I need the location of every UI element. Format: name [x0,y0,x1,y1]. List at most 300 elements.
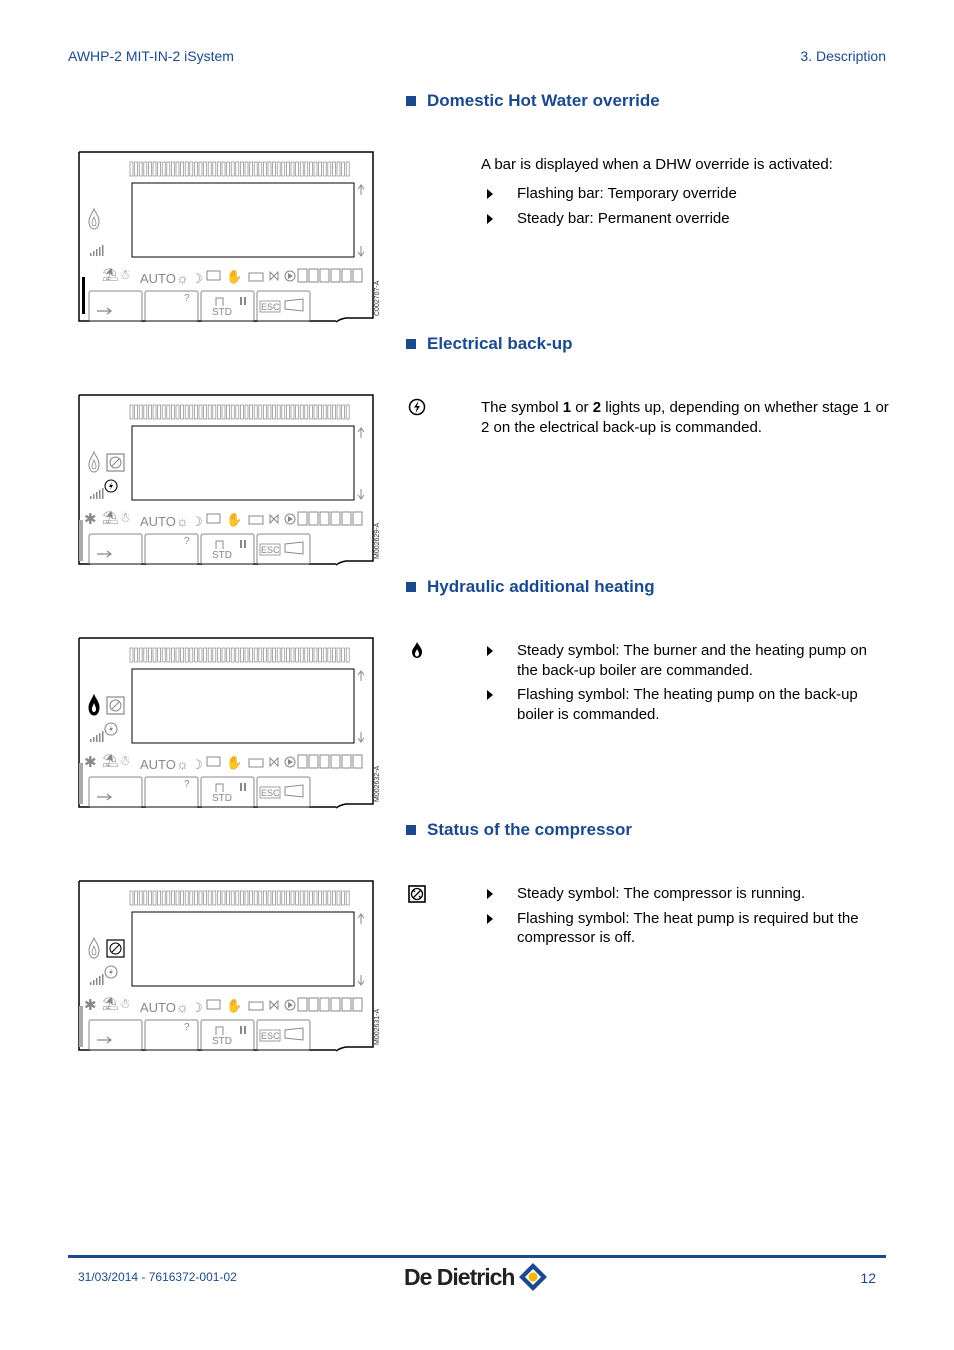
time-bar-segment [181,648,184,662]
time-bar-segment [273,405,276,419]
time-bar-segment [300,648,303,662]
time-bar-segment [190,648,193,662]
digit-segment [342,512,351,525]
auto-label: AUTO [140,514,176,529]
display-panel-dhw [78,151,381,322]
time-bar-segment [158,162,161,176]
digit-segment [353,269,362,282]
help-label: ? [184,293,190,304]
esc-label: ESC [261,1031,280,1041]
time-bar-segment [227,405,230,419]
time-bar-segment [300,162,303,176]
time-bar-segment [167,162,170,176]
arrow-down-icon [358,489,364,499]
snowflake-icon: ✱ [84,754,97,771]
bullet-square [406,96,416,106]
time-bar-segment [199,648,202,662]
time-bar-segment [328,405,331,419]
digit-segment [353,755,362,768]
sun-icon: ☼ [176,513,189,529]
signal-level-icon [90,245,104,256]
valve-icon [270,1001,278,1009]
time-bar-segment [217,891,220,905]
key-button-2 [145,777,198,807]
time-bar-segment [337,162,340,176]
time-bar-segment [185,648,188,662]
dhw-bullets [484,184,884,233]
auto-label: AUTO [140,271,176,286]
dhw-override-bar [79,763,83,804]
time-bar-segment [231,648,234,662]
time-bar-segment [135,891,138,905]
arrow-right-icon [487,690,493,700]
time-bar [130,162,349,176]
reset-icon [216,541,223,549]
time-bar-segment [199,891,202,905]
time-bar-segment [323,405,326,419]
time-bar-segment [342,405,345,419]
digit-segment [309,269,318,282]
hydraulic-bullets [484,641,884,729]
time-bar-segment [240,405,243,419]
time-bar-segment [153,162,156,176]
key-button-2 [145,291,198,321]
arrow-right-icon [487,914,493,924]
dhw-intro: A bar is displayed when a DHW override is activated: [481,156,833,173]
time-bar-segment [236,405,239,419]
digit-segment [320,512,329,525]
time-bar-segment [277,405,280,419]
time-bar-segment [309,405,312,419]
time-bar-segment [171,891,174,905]
time-bar-segment [263,405,266,419]
horn-icon [285,785,303,797]
time-bar-segment [167,405,170,419]
arrow-right-icon [97,794,111,800]
programme-icon [207,1000,220,1009]
list-item: Steady symbol: The burner and the heating pump on the back-up boiler are commanded. [484,641,884,680]
figure-code: C002707-A [374,280,381,316]
time-bar-segment [305,648,308,662]
time-bar-segment [158,891,161,905]
reset-icon [216,298,223,306]
section-title-compressor: Status of the compressor [406,820,632,840]
time-bar-segment [158,648,161,662]
time-bar-segment [240,891,243,905]
time-bar-segment [217,405,220,419]
brand-logo [404,1262,548,1292]
digit-segment [298,269,307,282]
digit-segment [353,998,362,1011]
time-bar-segment [259,162,262,176]
time-bar-segment [286,648,289,662]
time-bar-segment [259,648,262,662]
time-bar-segment [277,162,280,176]
time-bar-segment [222,405,225,419]
reset-icon [216,784,223,792]
sun-icon: ☼ [176,999,189,1015]
time-bar-segment [314,162,317,176]
std-label: STD [212,307,232,318]
electrical-text: The symbol 1 or 2 lights up, depending on whether stage 1 or 2 on the electrical back-up is commanded. [481,399,889,436]
time-bar-segment [135,648,138,662]
section-title-electrical: Electrical back-up [406,334,573,354]
heating-icon [249,759,263,767]
time-bar-segment [346,405,349,419]
digit-segment [320,998,329,1011]
time-bar-segment [337,405,340,419]
time-bar-segment [204,405,207,419]
holiday-icon: ⛱ [102,267,119,282]
moon-icon: ☽ [191,514,203,529]
time-bar-segment [144,162,147,176]
time-bar-segment [342,162,345,176]
horn-icon [285,542,303,554]
display-panel-electrical [78,394,381,565]
time-bar-segment [181,891,184,905]
signal-level-icon [90,488,104,499]
time-bar-segment [199,162,202,176]
list-item: Steady bar: Permanent override [484,209,884,229]
time-bar-segment [181,162,184,176]
time-bar-segment [300,405,303,419]
time-bar-segment [227,162,230,176]
logo-diamond-icon [518,1262,548,1292]
time-bar-segment [222,891,225,905]
time-bar-segment [282,891,285,905]
panel-frame [79,638,373,808]
time-bar-segment [319,891,322,905]
time-bar-segment [208,648,211,662]
programme-icon [207,757,220,766]
time-bar-segment [245,162,248,176]
holiday-icon: ⛱ [102,510,119,525]
time-bar-segment [171,648,174,662]
time-bar-segment [148,162,151,176]
manual-icon: ✋ [226,755,243,770]
time-bar-segment [231,162,234,176]
time-bar-segment [346,891,349,905]
time-bar-segment [254,648,257,662]
time-bar-segment [309,648,312,662]
time-bar-segment [259,891,262,905]
time-bar-segment [319,162,322,176]
time-bar-segment [254,405,257,419]
time-bar-segment [305,405,308,419]
arrow-up-icon [358,428,364,438]
antifrost-icon: ☃ [119,996,131,1011]
figure-code: M002629-A [374,522,381,559]
time-bar [130,891,349,905]
list-item: Flashing bar: Temporary override [484,184,884,204]
digit-segment [331,269,340,282]
time-bar-segment [144,891,147,905]
time-bar-segment [176,891,179,905]
time-bar-segment [167,891,170,905]
flame-icon [89,695,99,715]
arrow-right-icon [487,214,493,224]
digit-segment [331,755,340,768]
time-bar-segment [135,405,138,419]
arrow-up-icon [358,914,364,924]
key-button-1 [89,1020,142,1050]
time-bar-segment [273,648,276,662]
digit-segment [309,998,318,1011]
time-bar-segment [282,648,285,662]
time-bar-segment [273,162,276,176]
arrow-right-icon [97,308,111,314]
time-bar-segment [263,891,266,905]
time-bar-segment [250,162,253,176]
time-bar-segment [213,891,216,905]
section-title-hydraulic: Hydraulic additional heating [406,577,655,597]
time-bar-segment [222,162,225,176]
time-bar-segment [176,405,179,419]
time-bar [130,405,349,419]
time-bar-segment [236,648,239,662]
time-bar-segment [319,648,322,662]
time-bar-segment [208,405,211,419]
valve-icon [270,272,278,280]
sun-icon: ☼ [176,270,189,286]
sun-icon: ☼ [176,756,189,772]
time-bar-segment [314,405,317,419]
programme-icon [207,271,220,280]
time-bar-segment [130,405,133,419]
esc-label: ESC [261,545,280,555]
arrow-up-icon [358,185,364,195]
compressor-icon [107,697,124,714]
time-bar-segment [342,891,345,905]
time-bar-segment [268,405,271,419]
brand-name: De Dietrich [404,1263,515,1290]
time-bar-segment [167,648,170,662]
esc-label: ESC [261,302,280,312]
digit-segment [298,755,307,768]
time-bar-segment [227,891,230,905]
time-bar-segment [236,891,239,905]
time-bar-segment [286,891,289,905]
time-bar-segment [194,891,197,905]
panel-frame [79,881,373,1051]
time-bar-segment [332,162,335,176]
time-bar-segment [240,162,243,176]
key-button-2 [145,534,198,564]
time-bar-segment [204,648,207,662]
manual-icon: ✋ [226,269,243,284]
lcd-window [132,669,354,743]
panel-frame [79,395,373,565]
header-product: AWHP-2 MIT-IN-2 iSystem [68,48,234,64]
time-bar-segment [323,891,326,905]
time-bar-segment [305,162,308,176]
digit-segment [298,512,307,525]
key-button-1 [89,291,142,321]
time-bar-segment [332,405,335,419]
key-button-1 [89,534,142,564]
flame-icon [89,209,99,229]
heating-icon [249,1002,263,1010]
time-bar-segment [337,648,340,662]
time-bar-segment [162,891,165,905]
time-bar-segment [277,891,280,905]
digit-segment [331,512,340,525]
snowflake-icon: ✱ [84,997,97,1014]
time-bar-segment [323,162,326,176]
digit-segment [331,998,340,1011]
auto-label: AUTO [140,757,176,772]
arrow-right-icon [97,1037,111,1043]
time-bar-segment [259,405,262,419]
lcd-window [132,426,354,500]
time-bar-segment [309,891,312,905]
time-bar-segment [144,405,147,419]
std-label: STD [212,1036,232,1047]
time-bar-segment [231,405,234,419]
time-bar-segment [153,648,156,662]
time-bar-segment [268,648,271,662]
time-bar-segment [245,648,248,662]
moon-icon: ☽ [191,757,203,772]
time-bar-segment [158,405,161,419]
time-bar-segment [296,405,299,419]
time-bar-segment [314,891,317,905]
arrow-right-icon [97,551,111,557]
time-bar-segment [346,648,349,662]
time-bar-segment [204,162,207,176]
section-title-dhw: Domestic Hot Water override [406,91,660,111]
time-bar-segment [291,648,294,662]
time-bar-segment [130,648,133,662]
bullet-square [406,825,416,835]
time-bar-segment [231,891,234,905]
time-bar-segment [213,162,216,176]
page-number: 12 [860,1270,876,1286]
time-bar-segment [273,891,276,905]
footer-date-ref: 31/03/2014 - 7616372-001-02 [78,1270,237,1284]
time-bar-segment [171,162,174,176]
time-bar-segment [181,405,184,419]
time-bar-segment [227,648,230,662]
time-bar-segment [144,648,147,662]
dhw-override-bar [79,520,83,561]
programme-icon [207,514,220,523]
key-button-1 [89,777,142,807]
snowflake-icon: ✱ [84,511,97,528]
time-bar-segment [245,405,248,419]
time-bar-segment [268,891,271,905]
list-item: Flashing symbol: The heating pump on the back-up boiler is commanded. [484,685,884,724]
antifrost-icon: ☃ [119,267,131,282]
help-label: ? [184,536,190,547]
time-bar-segment [328,162,331,176]
arrow-right-icon [487,646,493,656]
time-bar-segment [240,648,243,662]
time-bar-segment [296,162,299,176]
time-bar-segment [291,162,294,176]
time-bar-segment [323,648,326,662]
time-bar-segment [139,162,142,176]
heating-icon [249,516,263,524]
bullet-square [406,339,416,349]
display-panel-compressor [78,880,381,1051]
time-bar-segment [153,405,156,419]
time-bar-segment [332,891,335,905]
bullet-square [406,582,416,592]
help-label: ? [184,1022,190,1033]
time-bar-segment [208,891,211,905]
digit-segment [309,755,318,768]
time-bar-segment [337,891,340,905]
time-bar-segment [236,162,239,176]
time-bar-segment [213,648,216,662]
holiday-icon: ⛱ [102,996,119,1011]
time-bar-segment [190,405,193,419]
digit-segment [320,755,329,768]
time-bar-segment [346,162,349,176]
horn-icon [285,1028,303,1040]
signal-level-icon [90,974,104,985]
manual-icon: ✋ [226,998,243,1013]
auto-label: AUTO [140,1000,176,1015]
time-bar-segment [286,162,289,176]
moon-icon: ☽ [191,271,203,286]
reset-icon [216,1027,223,1035]
display-panel-hydraulic [78,637,381,808]
time-bar-segment [217,648,220,662]
figure-code: M002632-A [374,765,381,802]
time-bar-segment [190,162,193,176]
time-bar-segment [213,405,216,419]
holiday-icon: ⛱ [102,753,119,768]
time-bar-segment [250,405,253,419]
time-bar-segment [162,162,165,176]
time-bar-segment [250,891,253,905]
time-bar-segment [176,648,179,662]
time-bar-segment [130,891,133,905]
time-bar-segment [171,405,174,419]
arrow-right-icon [487,889,493,899]
time-bar-segment [176,162,179,176]
time-bar-segment [130,162,133,176]
digit-segment [342,755,351,768]
compressor-icon [107,454,124,471]
digit-segment [342,269,351,282]
esc-label: ESC [261,788,280,798]
time-bar-segment [190,891,193,905]
time-bar-segment [185,405,188,419]
time-bar-segment [139,648,142,662]
time-bar-segment [217,162,220,176]
time-bar [130,648,349,662]
time-bar-segment [319,405,322,419]
antifrost-icon: ☃ [119,753,131,768]
flame-icon [89,938,99,958]
time-bar-segment [291,891,294,905]
time-bar-segment [291,405,294,419]
digit-segment [353,512,362,525]
list-item: Steady symbol: The compressor is running. [484,884,884,904]
time-bar-segment [250,648,253,662]
digit-segment [342,998,351,1011]
arrow-down-icon [358,246,364,256]
time-bar-segment [300,891,303,905]
flame-icon [408,641,426,659]
signal-level-icon [90,731,104,742]
footer-rule [68,1255,886,1258]
time-bar-segment [185,891,188,905]
electric-backup-icon [105,480,117,492]
